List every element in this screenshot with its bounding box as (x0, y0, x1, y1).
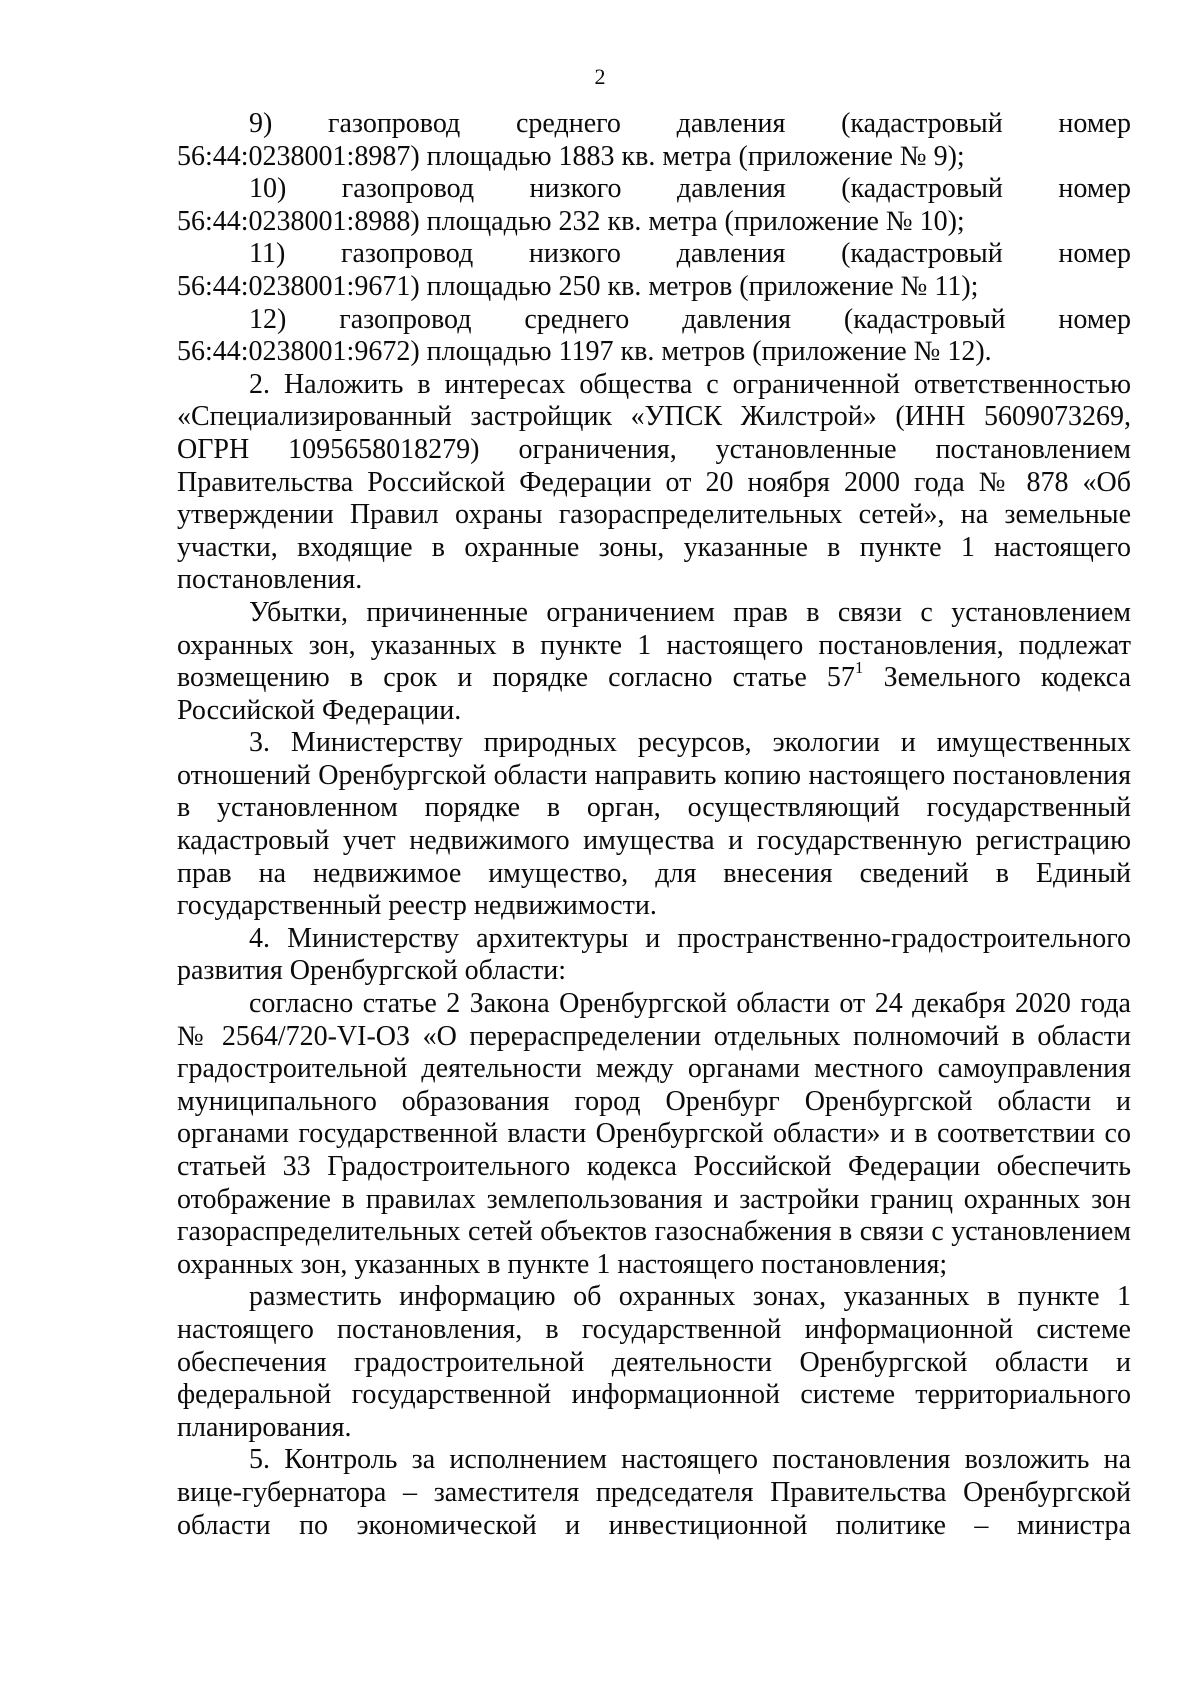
paragraph-losses (177, 597, 1131, 727)
document-body (177, 108, 1131, 1542)
paragraph-point-4: 4. Министерству архитектуры и пространственно-градостроительного развития Оренбургской области: (177, 922, 1131, 987)
paragraph-item-11: 11) газопровод низкого давления (кадастровый номер 56:44:0238001:9671) площадью 250 кв. метров (приложение № 11); (177, 238, 1131, 302)
losses-text-after: Земельного кодекса Российской Федерации. (177, 662, 1131, 726)
paragraph-point-4-subitem-2: разместить информацию об охранных зонах, указанных в пункте 1 настоящего постановления, в государственной информационной системе обеспечения градостроительной деятельности Оренбургской области и федеральной государственной информационной системе территориального планирования. (177, 1281, 1131, 1443)
paragraph-item-9: 9) газопровод среднего давления (кадастровый номер 56:44:0238001:8987) площадью 1883 кв. метра (приложение № 9); (177, 108, 1131, 172)
paragraph-item-10: 10) газопровод низкого давления (кадастровый номер 56:44:0238001:8988) площадью 232 кв. метра (приложение № 10); (177, 173, 1131, 237)
losses-text-before: Убытки, причиненные ограничением прав в связи с установлением охранных зон, указанных в пункте 1 настоящего постановления, подлежат возмещению в срок и порядке согласно статье 57 (177, 596, 1131, 694)
paragraph-point-3: 3. Министерству природных ресурсов, экологии и имущественных отношений Оренбургской области направить копию настоящего постановления в установленном порядке в орган, осуществляющий государственный кадастровый учет недвижимого имущества и государственную регистрацию прав на недвижимое имущество, для внесения сведений в Единый государственный реестр недвижимости. (177, 727, 1131, 922)
paragraph-point-4-subitem-1: согласно статье 2 Закона Оренбургской области от 24 декабря 2020 года № 2564/720-VI-ОЗ «О перераспределении отдельных полномочий в области градостроительной деятельности между органами местного самоуправления муниципального образования город Оренбург Оренбургской области и органами государственной власти Оренбургской области» и в соответствии со статьей 33 Градостроительного кодекса Российской Федерации обеспечить отображение в правилах землепользования и застройки границ охранных зон газораспределительных сетей объектов газоснабжения в связи с установлением охранных зон, указанных в пункте 1 настоящего постановления; (177, 988, 1131, 1280)
article-superscript: 1 (854, 657, 864, 677)
paragraph-point-2: 2. Наложить в интересах общества с ограниченной ответственностью «Специализированный застройщик «УПСК Жилстрой» (ИНН 5609073269, ОГРН 1095658018279) ограничения, установленные постановлением Правительства Российской Федерации от 20 ноября 2000 года № 878 «Об утверждении Правил охраны газораспределительных сетей», на земельные участки, входящие в охранные зоны, указанные в пункте 1 настоящего постановления. (177, 368, 1131, 596)
paragraph-point-5: 5. Контроль за исполнением настоящего постановления возложить на вице-губернатора – заместителя председателя Правительства Оренбургской области по экономической и инвестиционной политике – министра (177, 1444, 1131, 1541)
page-number: 2 (594, 64, 606, 89)
paragraph-item-12: 12) газопровод среднего давления (кадастровый номер 56:44:0238001:9672) площадью 1197 кв. метров (приложение № 12). (177, 303, 1131, 368)
